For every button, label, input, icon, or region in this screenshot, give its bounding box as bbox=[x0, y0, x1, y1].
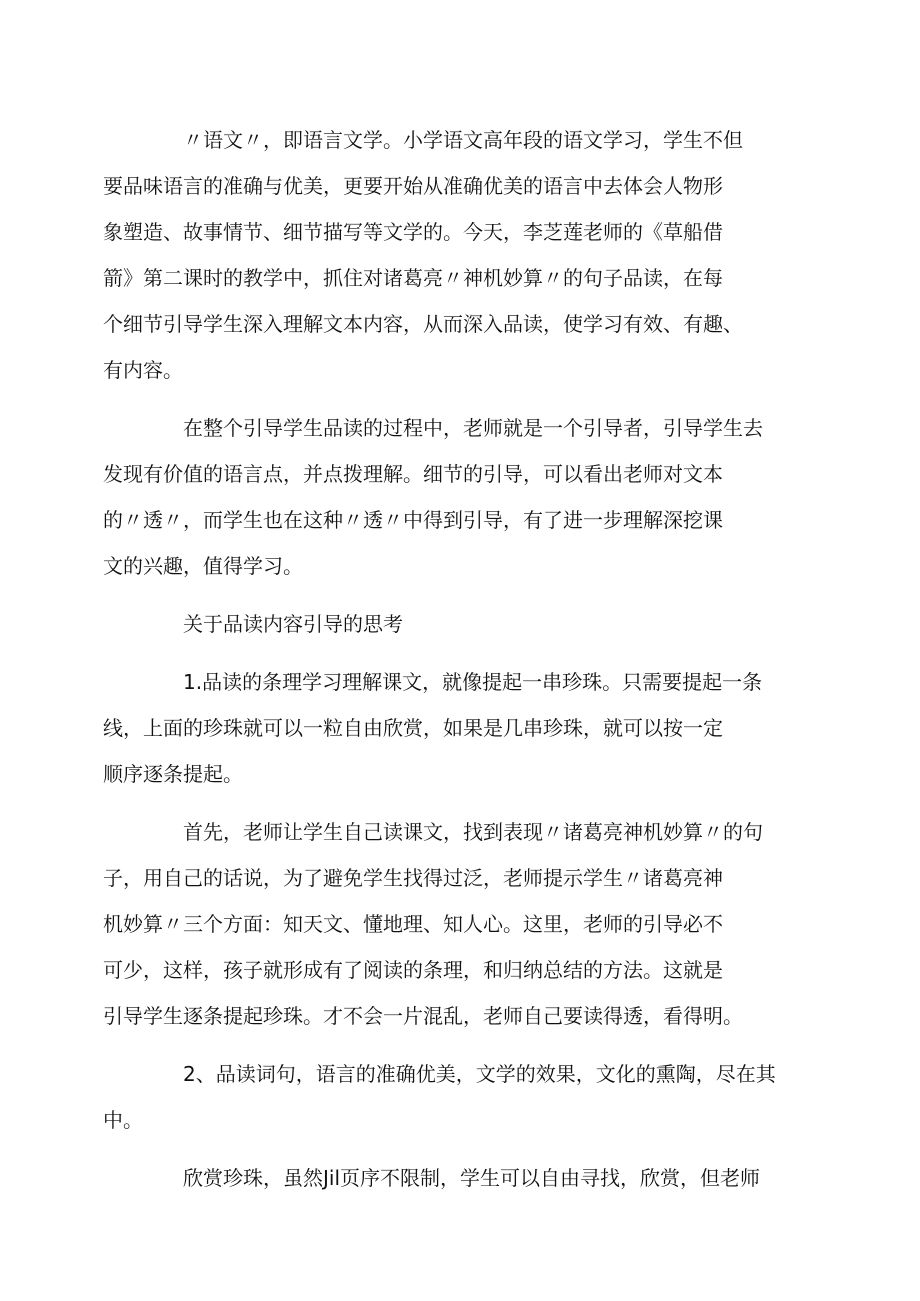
paragraph-guide bbox=[103, 405, 783, 589]
text-line: 有内容。 bbox=[103, 358, 183, 382]
text-line: 1.品读的条理学习理解课文，就像提起一串珍珠。只需要提起一条 bbox=[183, 670, 763, 694]
text-line: 顺序逐条提起。 bbox=[103, 762, 243, 786]
text-line: 个细节引导学生深入理解文本内容，从而深入品读，使学习有效、有趣、 bbox=[103, 312, 743, 336]
paragraph-point-1 bbox=[103, 659, 783, 797]
text-line: 的〃透〃，而学生也在这种〃透〃中得到引导，有了进一步理解深挖课 bbox=[103, 508, 723, 532]
text-line: 要品味语言的准确与优美，更要开始从准确优美的语言中去体会人物形 bbox=[103, 174, 723, 198]
document-body bbox=[103, 117, 783, 1201]
text-line: 箭》第二课时的教学中，抓住对诸葛亮〃神机妙算〃的句子品读，在每 bbox=[103, 266, 723, 290]
text-line: 2、品读词句，语言的准确优美，文学的效果，文化的熏陶，尽在其 bbox=[183, 1062, 776, 1086]
text-line: 引导学生逐条提起珍珠。才不会一片混乱，老师自己要读得透，看得明。 bbox=[103, 1004, 743, 1028]
text-line: 在整个引导学生品读的过程中，老师就是一个引导者，引导学生去 bbox=[183, 416, 763, 440]
text-line: 文的兴趣，值得学习。 bbox=[103, 554, 303, 578]
text-line: 首先，老师让学生自己读课文，找到表现〃诸葛亮神机妙算〃的句 bbox=[183, 820, 763, 844]
section-heading bbox=[143, 601, 783, 647]
paragraph-appreciate bbox=[143, 1155, 783, 1201]
text-line: 中。 bbox=[103, 1108, 143, 1132]
paragraph-intro bbox=[103, 117, 783, 393]
text-line: 线，上面的珍珠就可以一粒自由欣赏，如果是几串珍珠，就可以按一定 bbox=[103, 716, 723, 740]
text-line: 发现有价值的语言点，并点拨理解。细节的引导，可以看出老师对文本 bbox=[103, 462, 723, 486]
text-line: 可少，这样，孩子就形成有了阅读的条理，和归纳总结的方法。这就是 bbox=[103, 958, 723, 982]
text-line: 〃语文〃，即语言文学。小学语文高年段的语文学习，学生不但 bbox=[183, 128, 743, 152]
text-line: 机妙算〃三个方面：知天文、懂地理、知人心。这里，老师的引导必不 bbox=[103, 912, 723, 936]
text-line: 欣赏珍珠，虽然Jil页序不限制，学生可以自由寻找，欣赏，但老师 bbox=[183, 1166, 761, 1190]
paragraph-first bbox=[103, 809, 783, 1039]
paragraph-point-2 bbox=[103, 1051, 783, 1143]
text-line: 子，用自己的话说，为了避免学生找得过泛，老师提示学生〃诸葛亮神 bbox=[103, 866, 723, 890]
text-line: 关于品读内容引导的思考 bbox=[183, 612, 403, 636]
text-line: 象塑造、故事情节、细节描写等文学的。今天，李芝莲老师的《草船借 bbox=[103, 220, 723, 244]
